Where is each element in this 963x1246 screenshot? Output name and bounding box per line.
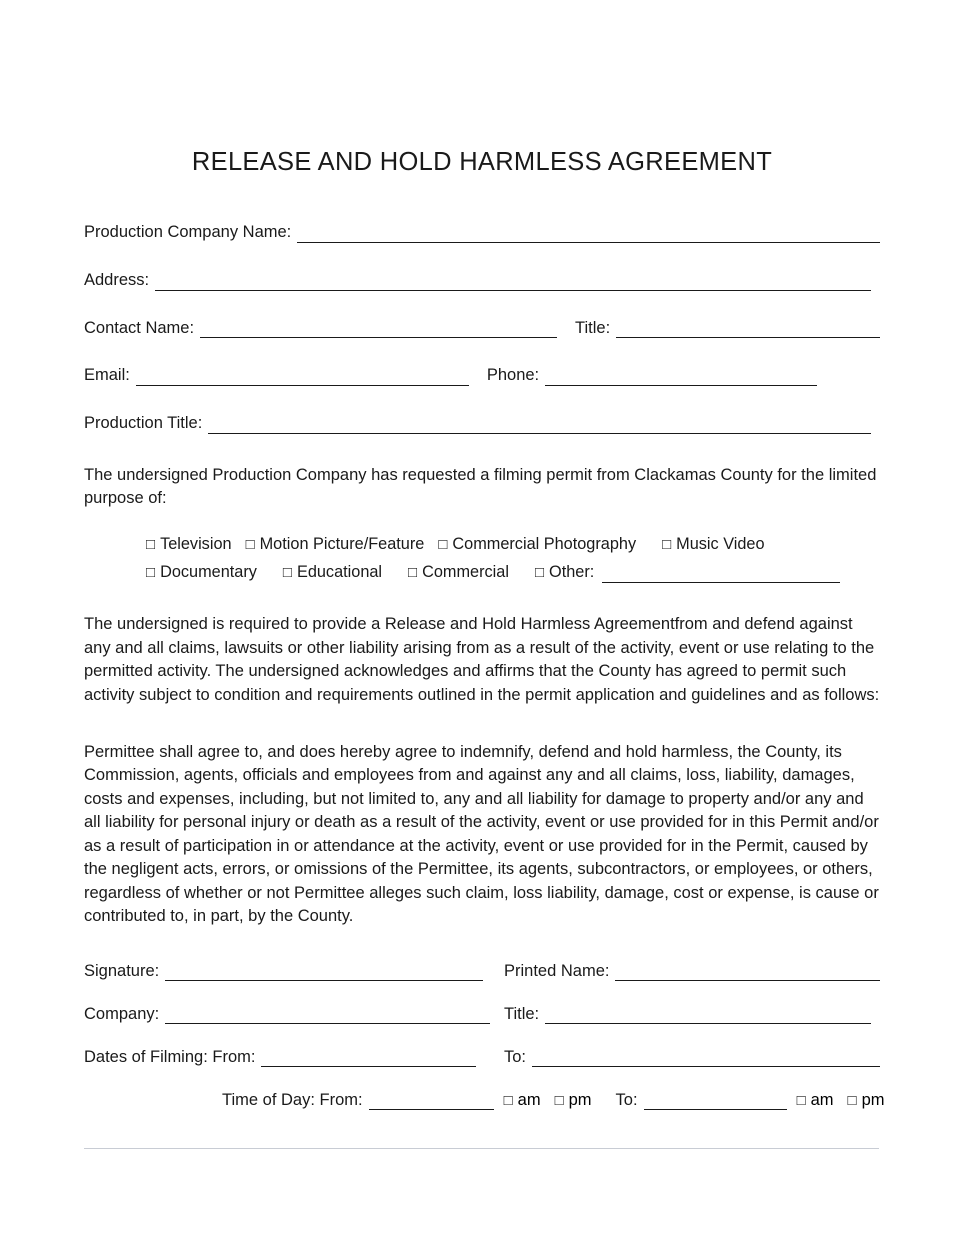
checkbox-icon: □ xyxy=(554,1092,564,1110)
checkbox-label: Documentary xyxy=(160,563,257,582)
field-address xyxy=(84,271,880,291)
field-dates-to xyxy=(504,1048,880,1067)
checkbox-icon: □ xyxy=(408,564,418,582)
label-address: Address: xyxy=(84,270,150,289)
checkbox-icon: □ xyxy=(503,1092,513,1110)
checkbox-row-1 xyxy=(146,533,880,555)
footer-divider xyxy=(84,1148,879,1149)
field-signature xyxy=(84,962,504,981)
checkbox-television[interactable] xyxy=(146,533,232,555)
checkbox-motion-picture-feature[interactable] xyxy=(246,533,425,555)
checkbox-documentary[interactable] xyxy=(146,561,257,583)
checkbox-icon: □ xyxy=(282,564,292,582)
paragraph-two: The undersigned is required to provide a Release and Hold Harmless Agreementfrom and defend against any and all claims, lawsuits or other liability arising from as a result of the activity, event or use relating to the permitted activity. The undersigned acknowledges and affirms that the County has agreed to permit such activity subject to condition and requirements outlined in the permit application and guidelines and as follows: xyxy=(84,615,880,704)
input-time-to[interactable] xyxy=(644,1094,787,1110)
checkbox-educational[interactable] xyxy=(283,561,382,583)
checkbox-commercial-photography[interactable] xyxy=(438,533,636,555)
label-signature-title: Title: xyxy=(504,1005,540,1024)
label-company: Company: xyxy=(84,1005,160,1024)
checkbox-icon: □ xyxy=(438,535,448,553)
input-contact-name[interactable] xyxy=(200,322,557,338)
input-printed-name[interactable] xyxy=(615,965,880,981)
checkbox-other[interactable] xyxy=(535,561,594,583)
checkbox-label: Television xyxy=(160,534,232,553)
checkbox-label: Music Video xyxy=(676,534,765,553)
label-production-company-name: Production Company Name: xyxy=(84,223,292,241)
row-dates-of-filming xyxy=(84,1048,880,1067)
row-company-title xyxy=(84,1005,880,1024)
input-production-title[interactable] xyxy=(208,418,871,434)
field-production-title xyxy=(84,414,880,434)
input-title[interactable] xyxy=(616,322,880,338)
row-signature-printed-name xyxy=(84,962,880,981)
checkbox-label: Commercial Photography xyxy=(452,534,637,553)
checkbox-time-from-pm[interactable] xyxy=(555,1091,592,1110)
field-company xyxy=(84,1005,504,1024)
field-printed-name xyxy=(504,962,880,981)
input-email[interactable] xyxy=(136,370,469,386)
checkbox-label: Educational xyxy=(296,563,383,582)
field-email-phone xyxy=(84,366,880,386)
checkbox-label: am xyxy=(517,1091,541,1110)
input-production-company-name[interactable] xyxy=(297,227,880,243)
signature-block xyxy=(84,962,885,1110)
input-other[interactable] xyxy=(602,567,840,583)
input-signature-title[interactable] xyxy=(545,1008,871,1024)
intro-paragraph: The undersigned Production Company has requested a filming permit from Clackamas County for the limited purpose of: xyxy=(84,465,877,508)
label-contact-name: Contact Name: xyxy=(84,318,195,337)
paragraph-three: Permittee shall agree to, and does hereby agree to indemnify, defend and hold harmless, the County, its Commission, agents, officials and employees from and against any and all claims, loss, liability, damages, costs and expenses, including, but not limited to, any and all liability for damage to property and/or any and all liability for personal injury or death as a result of the activity, event or use provided for in this Permit and/or as a result of participation in or attendance at the activity, event or use provided for in the Permit, caused by the negligent acts, errors, or omissions of the Permittee, its agents, subcontractors, or employees, or others, regardless of whether or not Permittee alleges such claim, loss liability, damage, cost or expense, is cause or contributed to, in part, by the County. xyxy=(84,743,879,925)
label-time-to: To: xyxy=(615,1091,638,1110)
field-dates-from xyxy=(84,1048,504,1067)
label-title: Title: xyxy=(575,318,611,337)
checkbox-icon: □ xyxy=(534,564,545,582)
checkbox-icon: □ xyxy=(146,535,156,553)
checkbox-row-2 xyxy=(146,561,880,583)
input-date-to[interactable] xyxy=(532,1051,880,1067)
label-dates-to: To: xyxy=(504,1048,527,1067)
field-signature-title xyxy=(504,1005,880,1024)
checkbox-icon: □ xyxy=(146,564,156,582)
field-contact-name-title xyxy=(84,319,880,339)
input-company[interactable] xyxy=(165,1008,490,1024)
label-time-of-day: Time of Day: From: xyxy=(222,1091,363,1110)
checkbox-commercial[interactable] xyxy=(408,561,509,583)
label-email: Email: xyxy=(84,366,130,385)
page-title: RELEASE AND HOLD HARMLESS AGREEMENT xyxy=(191,148,773,176)
label-production-title: Production Title: xyxy=(84,414,203,433)
label-phone: Phone: xyxy=(486,366,540,385)
document-content xyxy=(84,140,885,1110)
checkbox-label: Commercial xyxy=(422,563,509,582)
label-dates-of-filming: Dates of Filming: From: xyxy=(84,1048,256,1067)
input-date-from[interactable] xyxy=(261,1051,476,1067)
input-address[interactable] xyxy=(155,275,871,291)
checkbox-label: am xyxy=(810,1091,834,1110)
checkbox-music-video[interactable] xyxy=(662,533,764,555)
checkbox-label: pm xyxy=(568,1091,592,1110)
checkbox-time-to-pm[interactable] xyxy=(848,1091,885,1110)
checkbox-time-from-am[interactable] xyxy=(504,1091,541,1110)
input-time-from[interactable] xyxy=(369,1094,494,1110)
label-printed-name: Printed Name: xyxy=(504,962,610,981)
field-production-company-name xyxy=(84,223,880,243)
input-signature[interactable] xyxy=(165,965,483,981)
checkbox-icon: □ xyxy=(245,535,255,553)
checkbox-label: Other: xyxy=(549,563,595,582)
checkbox-icon: □ xyxy=(662,535,672,553)
checkbox-time-to-am[interactable] xyxy=(797,1091,834,1110)
label-signature: Signature: xyxy=(84,962,160,981)
checkbox-icon: □ xyxy=(847,1092,857,1110)
checkbox-label: pm xyxy=(861,1091,885,1110)
row-time-of-day xyxy=(222,1091,885,1110)
checkbox-label: Motion Picture/Feature xyxy=(259,534,425,553)
checkbox-icon: □ xyxy=(796,1092,806,1110)
input-phone[interactable] xyxy=(545,370,817,386)
